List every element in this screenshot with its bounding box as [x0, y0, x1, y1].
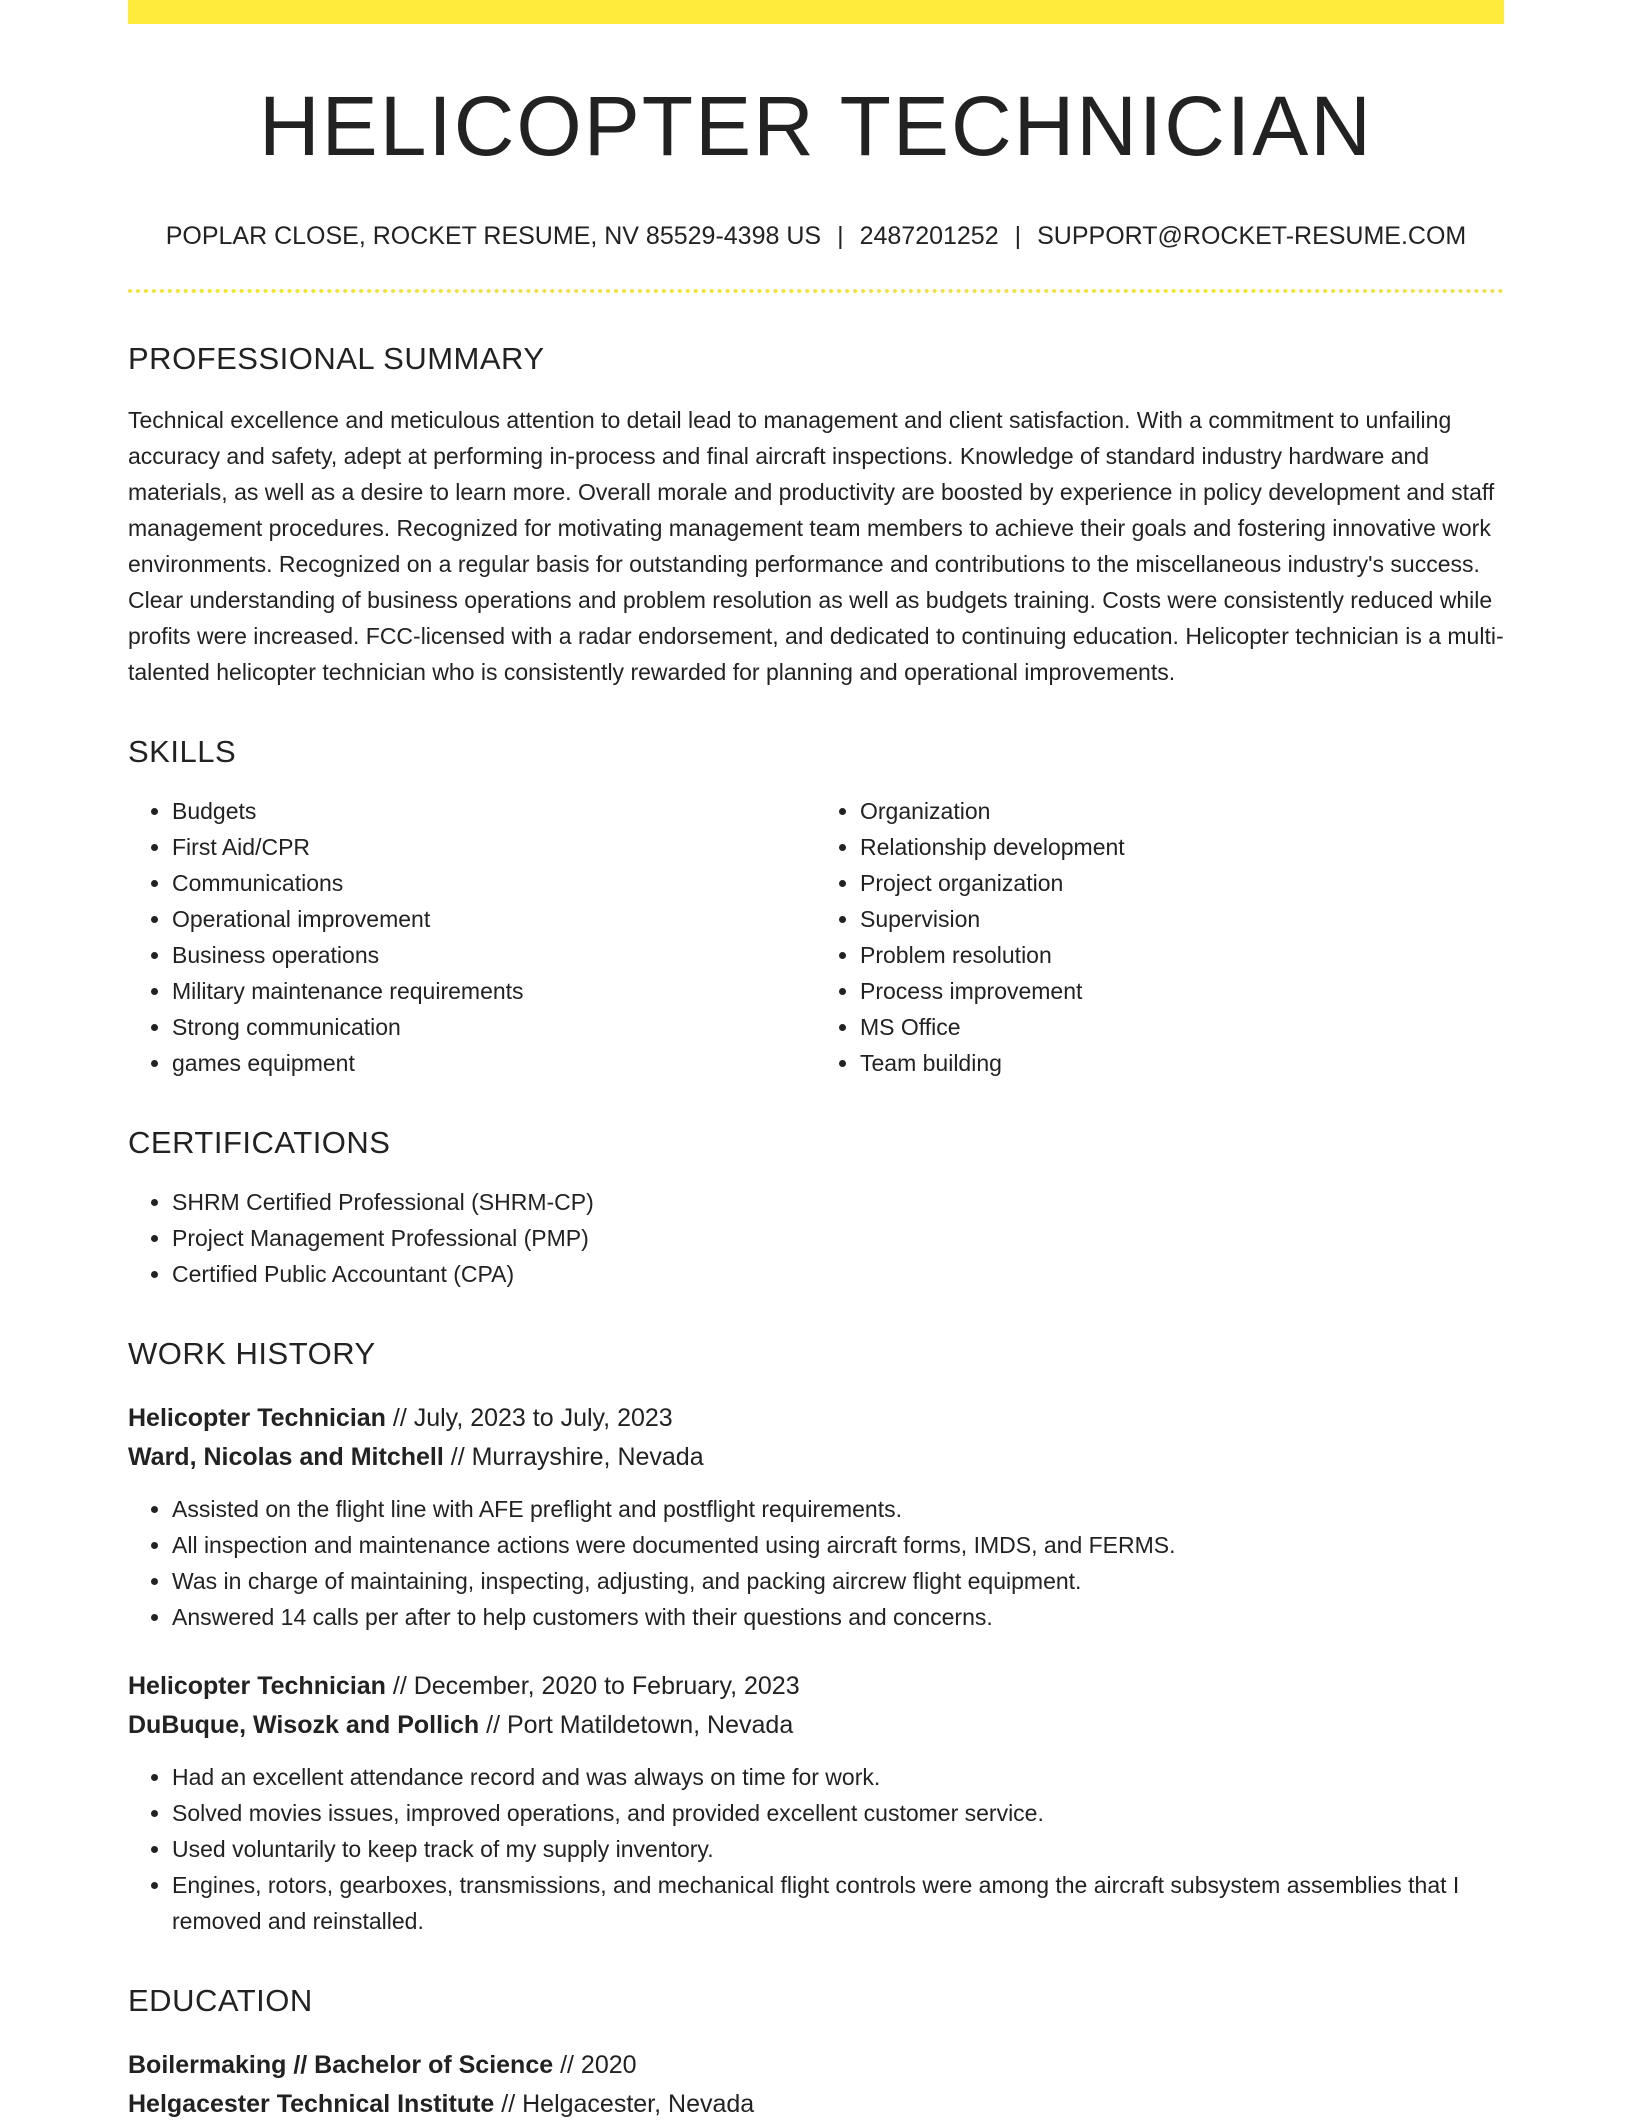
- job-entry: [128, 1399, 1504, 1635]
- job-bullets: [128, 1759, 1504, 1939]
- skills-columns: [128, 793, 1504, 1081]
- education-year: // 2020: [553, 2051, 637, 2079]
- skill-item: • Military maintenance requirements: [172, 973, 816, 1009]
- education-degree-line: [128, 2046, 1504, 2085]
- skill-item: • Organization: [860, 793, 1504, 829]
- certification-item: • Certified Public Accountant (CPA): [172, 1256, 1504, 1292]
- skill-item: • Relationship development: [860, 829, 1504, 865]
- skill-item: • Operational improvement: [172, 901, 816, 937]
- job-dates: // December, 2020 to February, 2023: [385, 1672, 800, 1700]
- job-company-line: [128, 1706, 1504, 1745]
- work-history-heading: WORK HISTORY: [128, 1336, 376, 1371]
- skill-item: • First Aid/CPR: [172, 829, 816, 865]
- contact-phone: 2487201252: [859, 222, 999, 250]
- skill-item: • Strong communication: [172, 1009, 816, 1045]
- header-divider: [128, 289, 1504, 293]
- job-title-line: [128, 1667, 1504, 1706]
- job-bullet: • Answered 14 calls per after to help customers with their questions and concerns.: [172, 1599, 1504, 1635]
- education-heading: EDUCATION: [128, 1983, 313, 2018]
- job-bullets: [128, 1491, 1504, 1635]
- resume-page: [128, 0, 1504, 2124]
- summary-text: Technical excellence and meticulous attention to detail lead to management and client satisfaction. With a commitment to unfailing accuracy and safety, adept at performing in-process and final aircraft inspections. Knowledge of standard industry hardware and materials, as well as a desire to learn more. Overall morale and productivity are boosted by experience in policy development and staff management procedures. Recognized for motivating management team members to achieve their goals and fostering innovative work environments. Recognized on a regular basis for outstanding performance and contributions to the miscellaneous industry's success. Clear understanding of business operations and problem resolution as well as budgets training. Costs were consistently reduced while profits were increased. FCC-licensed with a radar endorsement, and dedicated to continuing education. Helicopter technician is a multi-talented helicopter technician who is consistently rewarded for planning and operational improvements.: [128, 407, 1504, 685]
- job-entry: [128, 1667, 1504, 1939]
- summary-heading: PROFESSIONAL SUMMARY: [128, 341, 545, 376]
- education-entry: [128, 2046, 1504, 2124]
- education-degree: Boilermaking // Bachelor of Science: [128, 2051, 554, 2079]
- skill-item: • Budgets: [172, 793, 816, 829]
- contact-separator: |: [837, 222, 844, 250]
- certifications-heading: CERTIFICATIONS: [128, 1125, 391, 1160]
- job-bullet: • Was in charge of maintaining, inspecting, adjusting, and packing aircrew flight equipment.: [172, 1563, 1504, 1599]
- job-company: Ward, Nicolas and Mitchell: [128, 1443, 444, 1471]
- skill-item: • Project organization: [860, 865, 1504, 901]
- education-location: // Helgacester, Nevada: [494, 2090, 755, 2118]
- job-company-line: [128, 1438, 1504, 1477]
- job-company: DuBuque, Wisozk and Pollich: [128, 1711, 480, 1739]
- certification-item: • Project Management Professional (PMP): [172, 1220, 1504, 1256]
- contact-separator: |: [1014, 222, 1022, 250]
- job-title: Helicopter Technician: [128, 1404, 386, 1432]
- skill-item: • Process improvement: [860, 973, 1504, 1009]
- skill-item: • Problem resolution: [860, 937, 1504, 973]
- skill-item: • Business operations: [172, 937, 816, 973]
- job-location: // Port Matildetown, Nevada: [479, 1711, 794, 1739]
- job-bullet: • Assisted on the flight line with AFE preflight and postflight requirements.: [172, 1491, 1504, 1527]
- skills-heading: SKILLS: [128, 734, 237, 769]
- education-school: Helgacester Technical Institute: [128, 2090, 495, 2118]
- job-bullet: • Engines, rotors, gearboxes, transmissions, and mechanical flight controls were among the aircraft subsystem assemblies that I removed and reinstalled.: [172, 1867, 1504, 1939]
- job-bullet: • All inspection and maintenance actions were documented using aircraft forms, IMDS, and FERMS.: [172, 1527, 1504, 1563]
- certifications-list: [128, 1184, 1504, 1292]
- skills-right-list: [816, 793, 1504, 1081]
- contact-line: [128, 224, 1504, 249]
- contact-email: SUPPORT@ROCKET-RESUME.COM: [1037, 222, 1467, 250]
- job-dates: // July, 2023 to July, 2023: [385, 1404, 673, 1432]
- skill-item: • Supervision: [860, 901, 1504, 937]
- job-title: Helicopter Technician: [128, 1672, 386, 1700]
- candidate-name: HELICOPTER TECHNICIAN: [259, 79, 1373, 173]
- skill-item: • MS Office: [860, 1009, 1504, 1045]
- job-bullet: • Used voluntarily to keep track of my supply inventory.: [172, 1831, 1504, 1867]
- skill-item: • games equipment: [172, 1045, 816, 1081]
- skill-item: • Team building: [860, 1045, 1504, 1081]
- skill-item: • Communications: [172, 865, 816, 901]
- job-location: // Murrayshire, Nevada: [443, 1443, 704, 1471]
- contact-address: POPLAR CLOSE, ROCKET RESUME, NV 85529-4398 US: [165, 222, 822, 250]
- job-bullet: • Had an excellent attendance record and was always on time for work.: [172, 1759, 1504, 1795]
- education-school-line: [128, 2085, 1504, 2124]
- job-title-line: [128, 1399, 1504, 1438]
- skills-left-list: [128, 793, 816, 1081]
- top-accent-bar: [128, 0, 1504, 24]
- certification-item: • SHRM Certified Professional (SHRM-CP): [172, 1184, 1504, 1220]
- job-bullet: • Solved movies issues, improved operations, and provided excellent customer service.: [172, 1795, 1504, 1831]
